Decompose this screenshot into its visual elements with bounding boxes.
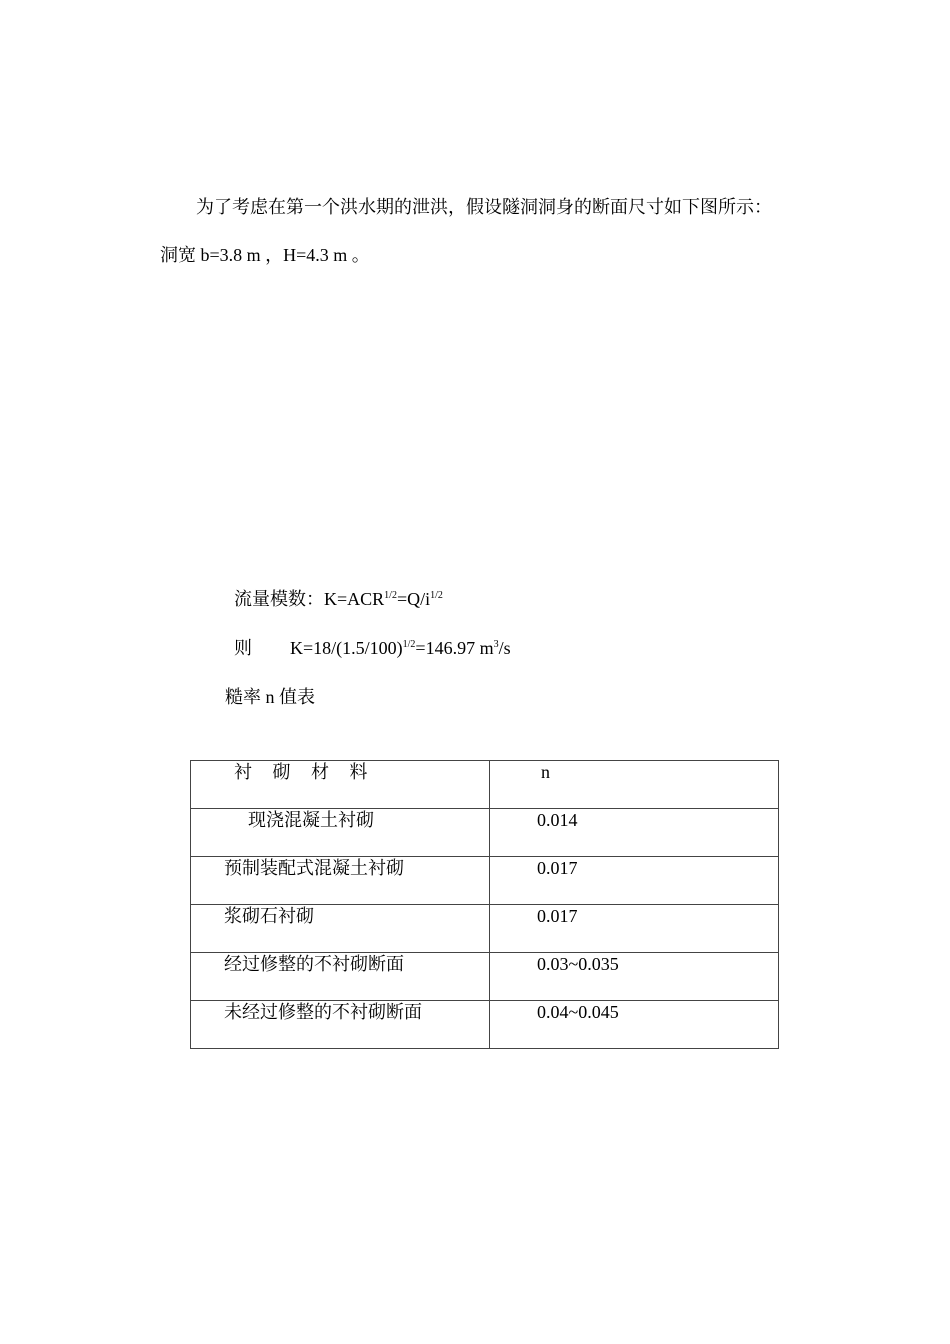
table-header-row: [191, 761, 779, 809]
table-row: [191, 857, 779, 905]
n-value-cell: 0.014: [537, 810, 578, 830]
table-row: [191, 809, 779, 857]
table-row: [191, 953, 779, 1001]
n-value-cell: 0.017: [537, 906, 578, 926]
dimension-paragraph: 洞宽 b=3.8 m ，H=4.3 m 。: [160, 245, 370, 265]
n-value-cell: 0.03~0.035: [537, 954, 619, 974]
header-lining-material: 衬 砌 材 料: [234, 762, 376, 782]
material-cell: 预制装配式混凝土衬砌: [224, 858, 404, 878]
flow-modulus-formula: 流量模数：$K=ACR^{1/2}=Q/i^{1/2}$: [234, 589, 443, 609]
header-n: n: [541, 762, 550, 782]
material-cell: 浆砌石衬砌: [224, 906, 314, 926]
material-cell: 未经过修整的不衬砌断面: [224, 1002, 422, 1022]
n-value-cell: 0.017: [537, 858, 578, 878]
n-value-cell: 0.04~0.045: [537, 1002, 619, 1022]
intro-paragraph: 为了考虑在第一个洪水期的泄洪，假设隧洞洞身的断面尺寸如下图所示：: [196, 197, 772, 217]
table-row: [191, 905, 779, 953]
k-calculation-formula: 则 $K=18/(1.5/100)^{1/2}=146.97$ $m^3/s$: [234, 638, 511, 658]
formula-prefix: 则: [234, 638, 252, 658]
material-cell: 经过修整的不衬砌断面: [224, 954, 404, 974]
table-caption: 糙率 n 值表: [225, 687, 315, 707]
material-cell: 现浇混凝土衬砌: [248, 810, 374, 830]
table-row: [191, 1001, 779, 1049]
roughness-table: [190, 760, 779, 1049]
